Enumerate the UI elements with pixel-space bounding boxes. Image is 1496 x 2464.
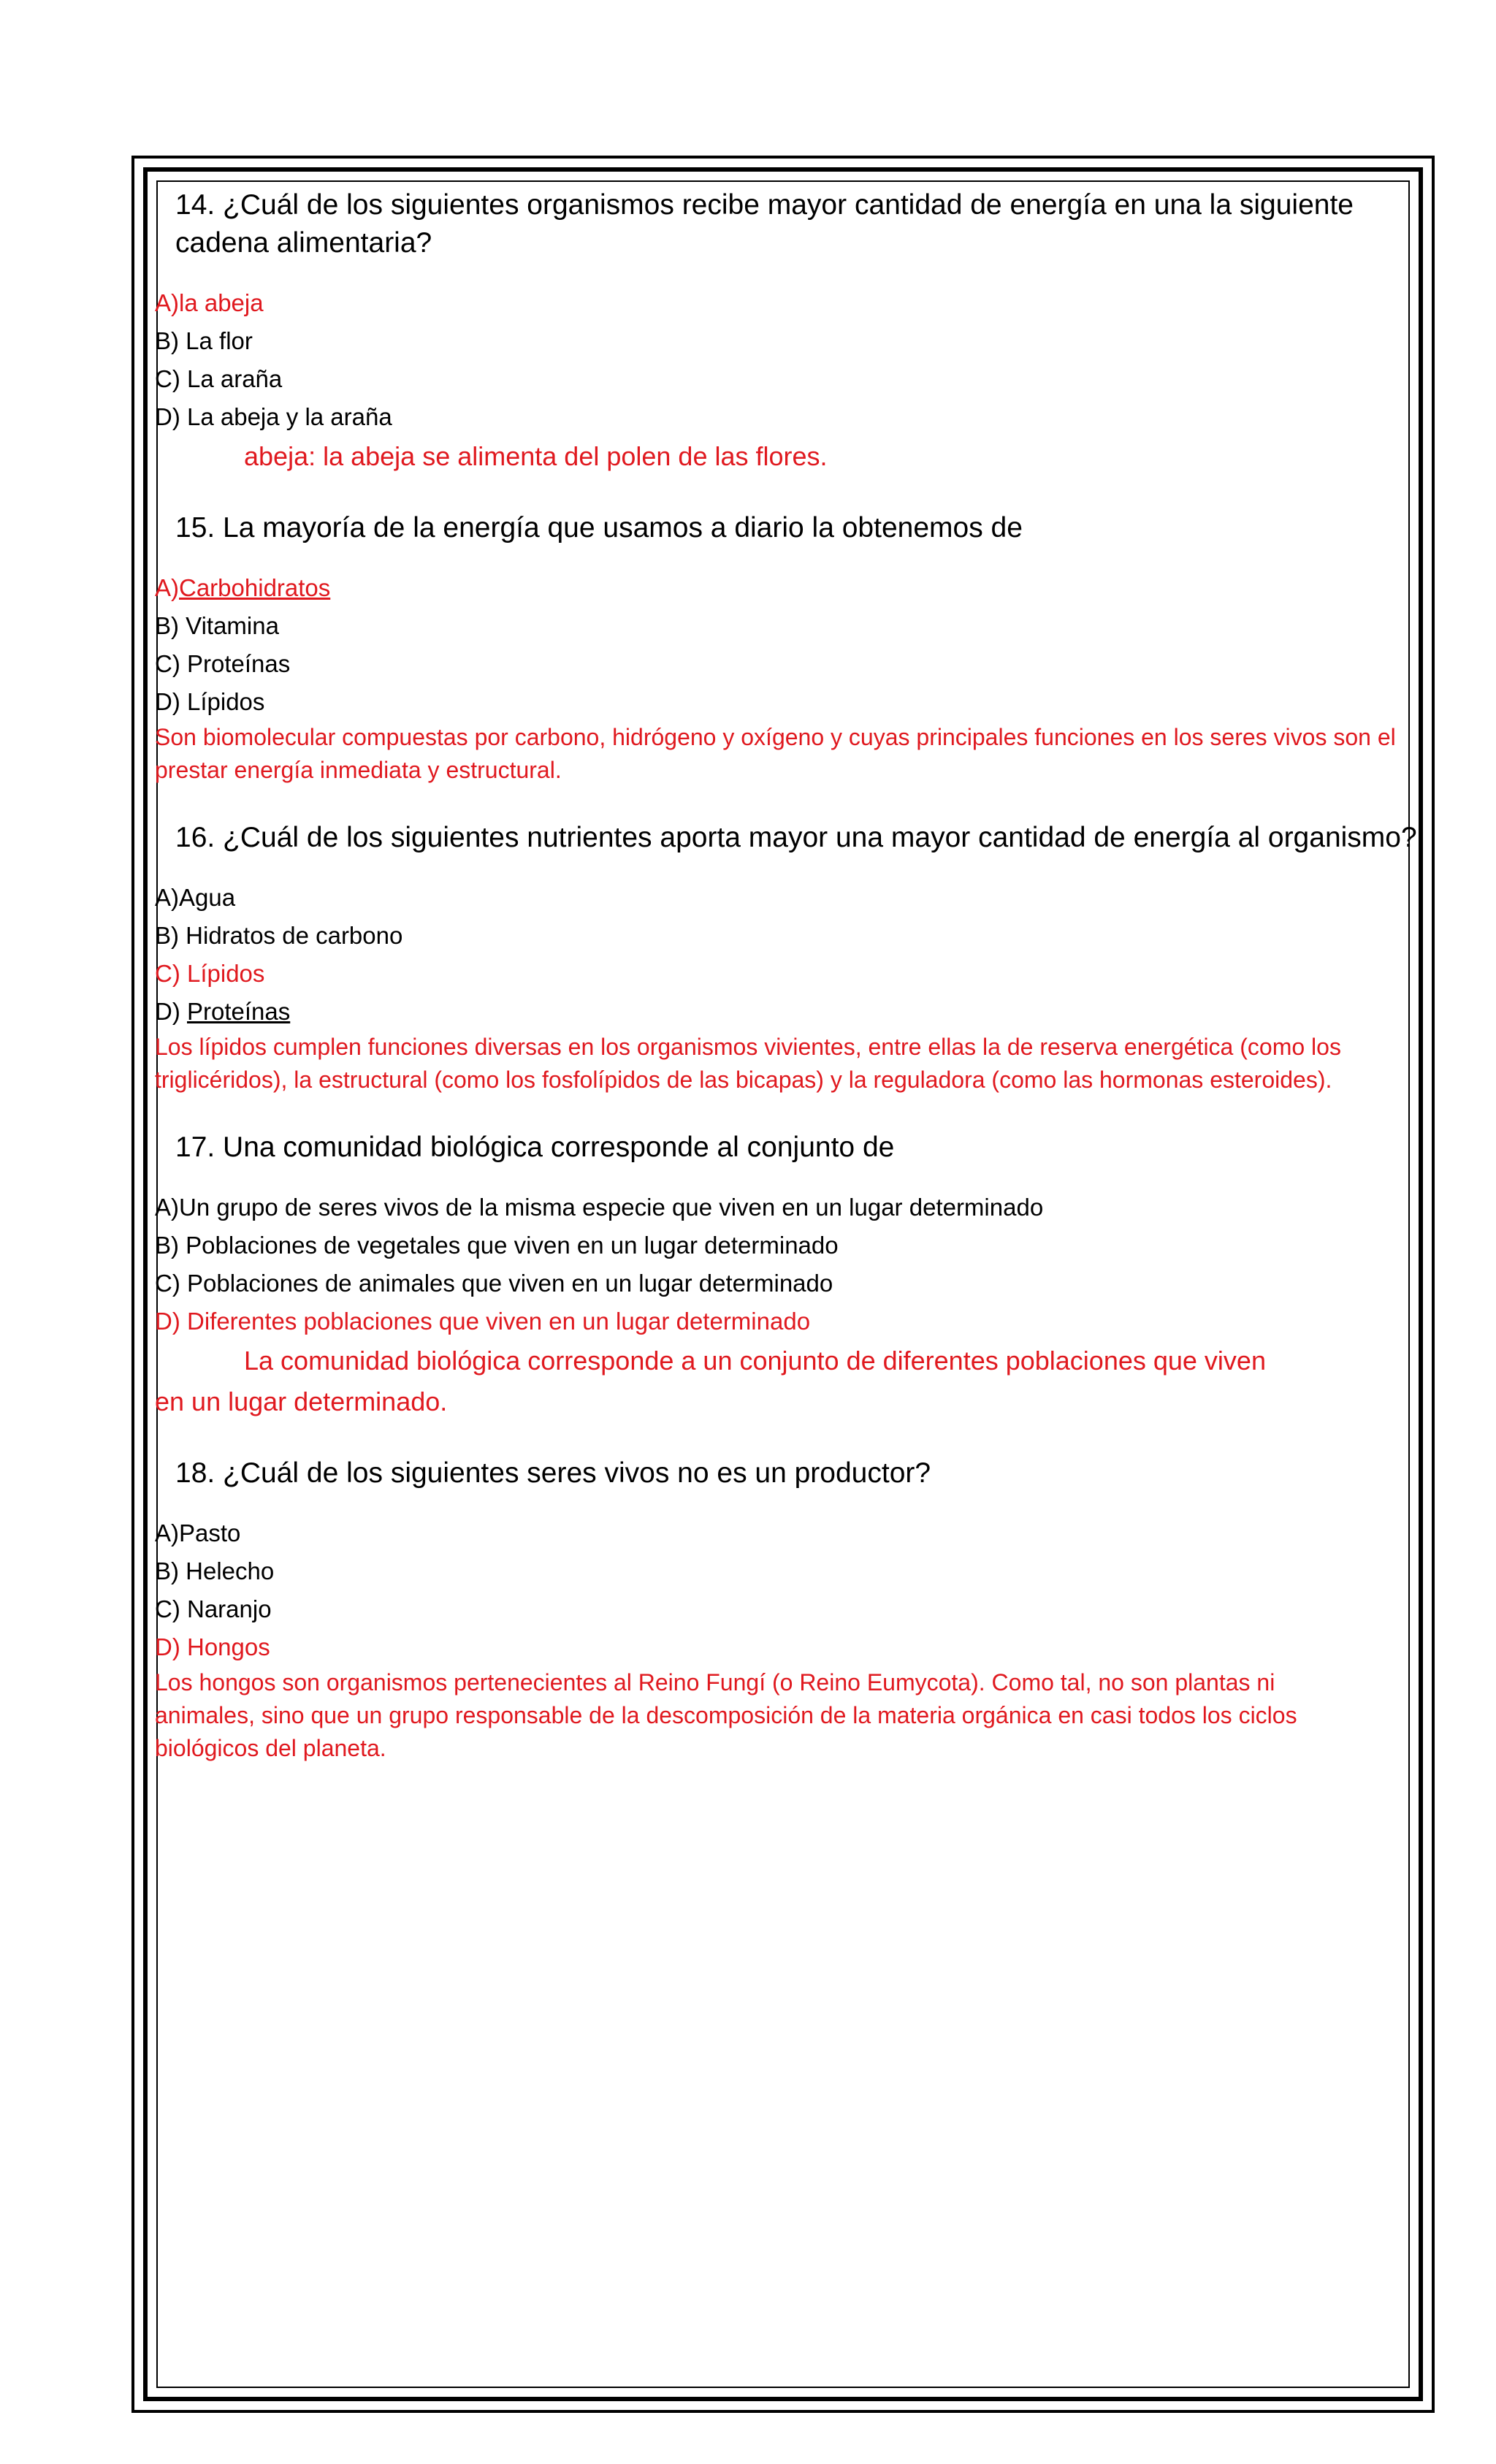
option-c-answer: C) Lípidos bbox=[155, 960, 265, 987]
answer-explanation: La comunidad biológica corresponde a un conjunto de diferentes poblaciones que viven en un lugar determinado. bbox=[155, 1346, 1266, 1416]
option-label: Proteínas bbox=[187, 998, 291, 1025]
option-b: B) Vitamina bbox=[155, 612, 279, 639]
quiz-content bbox=[155, 186, 1426, 1765]
option-a: A)Un grupo de seres vivos de la misma especie que viven en un lugar determinado bbox=[155, 1194, 1044, 1221]
answer-explanation: Los hongos son organismos pertenecientes al Reino Fungí (o Reino Eumycota). Como tal, no son plantas ni animales, sino que un grupo responsable de la descomposición de la materia orgánica en casi todos los ciclos biológicos del planeta. bbox=[155, 1669, 1297, 1761]
answer-explanation: abeja: la abeja se alimenta del polen de las flores. bbox=[244, 441, 828, 471]
option-c: C) La araña bbox=[155, 365, 283, 392]
option-b: B) Helecho bbox=[155, 1557, 275, 1584]
question-14 bbox=[155, 186, 1426, 477]
question-18 bbox=[155, 1454, 1426, 1765]
question-title: 14. ¿Cuál de los siguientes organismos recibe mayor cantidad de energía en una la siguiente cadena alimentaria? bbox=[175, 189, 1354, 259]
option-d: D) Lípidos bbox=[155, 688, 265, 715]
option-label: Carbohidratos bbox=[179, 574, 331, 601]
question-title: 16. ¿Cuál de los siguientes nutrientes aporta mayor una mayor cantidad de energía al organismo? bbox=[175, 822, 1417, 853]
option-b: B) Poblaciones de vegetales que viven en un lugar determinado bbox=[155, 1232, 839, 1259]
answer-explanation: Son biomolecular compuestas por carbono, hidrógeno y oxígeno y cuyas principales funciones en los seres vivos son el prestar energía inmediata y estructural. bbox=[155, 724, 1396, 783]
option-c: C) Poblaciones de animales que viven en un lugar determinado bbox=[155, 1270, 833, 1297]
option-prefix: D) bbox=[155, 998, 187, 1025]
question-title: 15. La mayoría de la energía que usamos a diario la obtenemos de bbox=[175, 512, 1023, 543]
option-c: C) Naranjo bbox=[155, 1595, 272, 1622]
option-b: B) La flor bbox=[155, 327, 253, 354]
option-c: C) Proteínas bbox=[155, 650, 291, 677]
option-d-answer: D) Diferentes poblaciones que viven en un lugar determinado bbox=[155, 1308, 811, 1335]
question-15 bbox=[155, 509, 1426, 787]
question-title: 18. ¿Cuál de los siguientes seres vivos no es un productor? bbox=[175, 1457, 931, 1489]
option-a: A)Pasto bbox=[155, 1519, 241, 1546]
question-16 bbox=[155, 819, 1426, 1096]
question-17 bbox=[155, 1129, 1426, 1422]
option-a-answer bbox=[155, 569, 1426, 607]
option-d-answer: D) Hongos bbox=[155, 1633, 270, 1660]
option-a: A)Agua bbox=[155, 884, 236, 911]
option-d: D) La abeja y la araña bbox=[155, 403, 392, 430]
option-prefix: A) bbox=[155, 574, 179, 601]
answer-explanation: Los lípidos cumplen funciones diversas en los organismos vivientes, entre ellas la de reserva energética (como los triglicéridos), la estructural (como los fosfolípidos de las bicapas) y la reguladora (como las hormonas esteroides). bbox=[155, 1034, 1341, 1093]
option-a-answer: A)la abeja bbox=[155, 289, 264, 316]
option-d bbox=[155, 993, 1426, 1031]
question-title: 17. Una comunidad biológica corresponde al conjunto de bbox=[175, 1132, 895, 1163]
option-b: B) Hidratos de carbono bbox=[155, 922, 403, 949]
